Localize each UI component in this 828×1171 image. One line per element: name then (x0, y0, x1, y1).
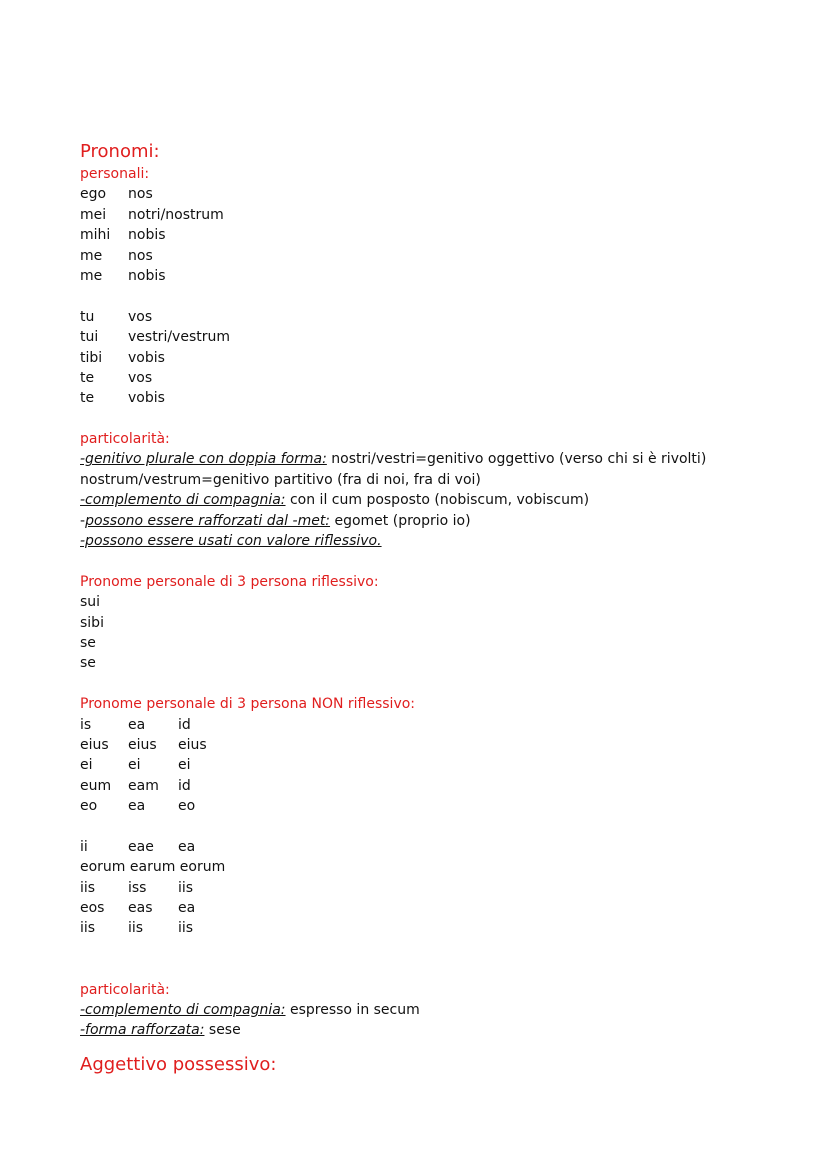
table-row: te vos (80, 369, 153, 386)
note-line: -complemento di compagnia: con il cum posposto (nobiscum, vobiscum) (80, 492, 590, 509)
table-row: ii eae ea (80, 838, 196, 855)
reflexive-block (80, 572, 800, 674)
list-item: sui (80, 594, 101, 611)
table-row: te vobis (80, 390, 165, 407)
note-line: -complemento di compagnia: espresso in secum (80, 1002, 420, 1019)
note-line: -possono essere usati con valore riflessivo. (80, 533, 382, 550)
first-person-table (80, 184, 800, 286)
table-row: is ea id (80, 716, 191, 733)
table-row: tibi vobis (80, 349, 165, 366)
table-row: iis iss iis (80, 879, 194, 896)
reflexive-heading: Pronome personale di 3 persona riflessivo: (80, 573, 379, 590)
list-item: se (80, 634, 96, 651)
table-row: ego nos (80, 186, 153, 203)
note-line: -possono essere rafforzati dal -met: egomet (proprio io) (80, 512, 471, 529)
table-row: mihi nobis (80, 227, 166, 244)
notes-block-personali (80, 429, 800, 551)
table-row: eum eam id (80, 777, 191, 794)
notes-heading: particolarità: (80, 981, 170, 998)
second-person-table (80, 307, 800, 409)
table-row: me nobis (80, 267, 166, 284)
non-reflexive-heading: Pronome personale di 3 persona NON riflessivo: (80, 696, 416, 713)
table-row: eo ea eo (80, 798, 196, 815)
table-row: eos eas ea (80, 900, 196, 917)
note-line: nostrum/vestrum=genitivo partitivo (fra di noi, fra di voi) (80, 471, 481, 488)
subsection-personali: personali: (80, 166, 150, 182)
section-title-pronomi: Pronomi: (80, 141, 160, 162)
document-page (80, 140, 800, 1077)
section-title-aggettivo: Aggettivo possessivo: (80, 1053, 277, 1075)
table-row: mei notri/nostrum (80, 206, 224, 223)
table-row: me nos (80, 247, 153, 264)
note-line: -forma rafforzata: sese (80, 1022, 241, 1039)
table-row: eius eius eius (80, 736, 207, 753)
table-row: tu vos (80, 308, 153, 325)
non-reflexive-block (80, 694, 800, 939)
notes-heading: particolarità: (80, 431, 170, 448)
table-row: ei ei ei (80, 757, 191, 774)
table-row: iis iis iis (80, 920, 194, 937)
table-row: eorum earum eorum (80, 859, 226, 876)
list-item: sibi (80, 614, 104, 631)
table-row: tui vestri/vestrum (80, 329, 230, 346)
notes-block-third-person (80, 980, 800, 1041)
list-item: se (80, 655, 96, 672)
note-line: -genitivo plurale con doppia forma: nostri/vestri=genitivo oggettivo (verso chi si è rivolti) (80, 451, 707, 468)
